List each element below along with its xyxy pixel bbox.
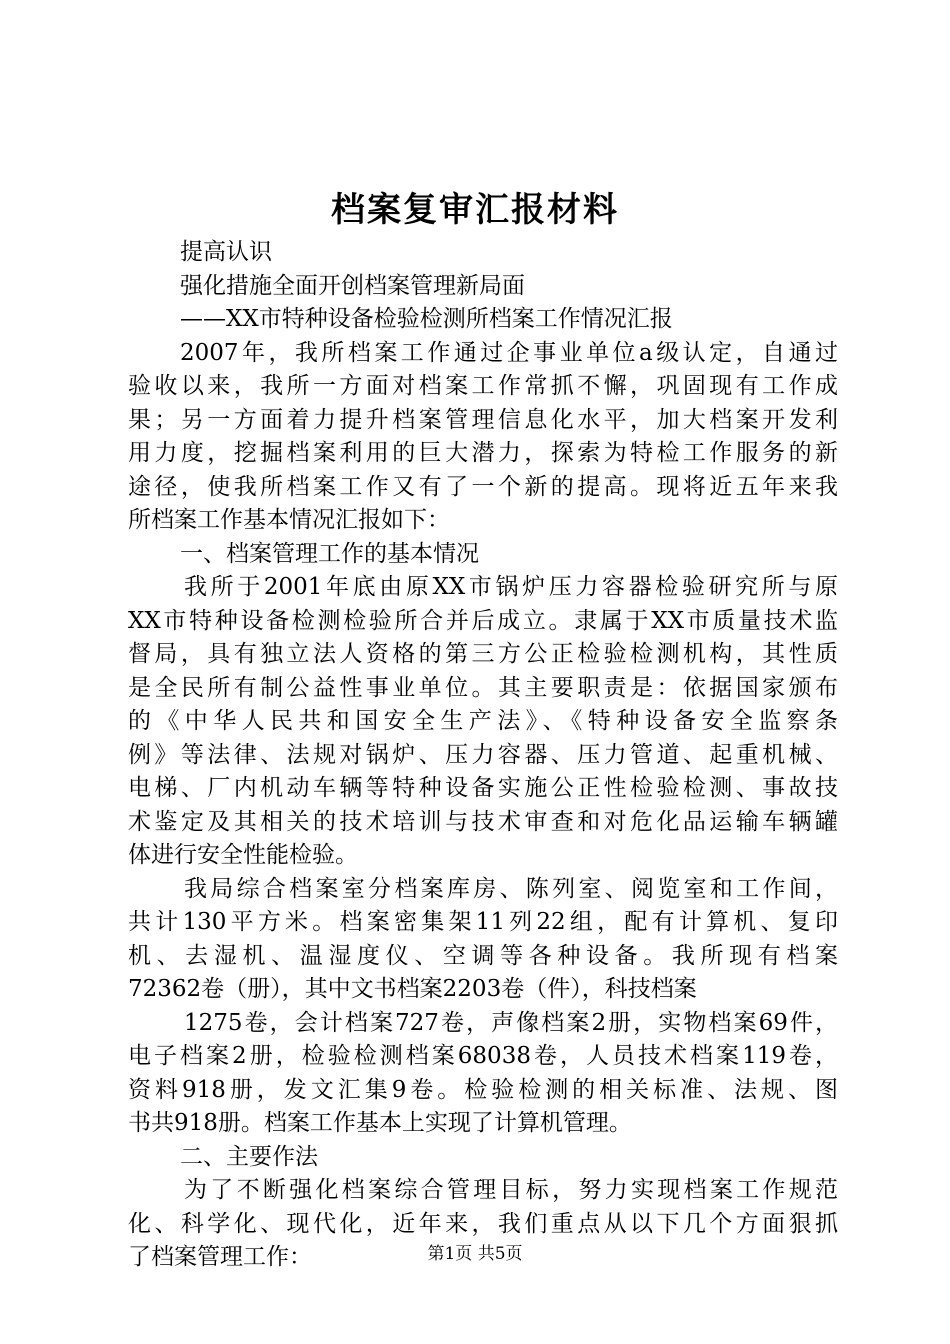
paragraph-line: 验收以来，我所一方面对档案工作常抓不懈，巩固现有工作成 [128, 373, 838, 399]
section-heading: 一、档案管理工作的基本情况 [180, 540, 479, 567]
paragraph-line: 我局综合档案室分档案库房、陈列室、阅览室和工作间， [184, 875, 838, 902]
document-title: 档案复审汇报材料 [331, 190, 619, 230]
paragraph-line: 我所于2001年底由原XX市锅炉压力容器检验研究所与原 [184, 574, 838, 600]
paragraph-line: 果；另一方面着力提升档案管理信息化水平，加大档案开发利 [128, 406, 838, 433]
paragraph-line: 例》等法律、法规对锅炉、压力容器、压力管道、起重机械、 [128, 741, 838, 768]
paragraph-line: XX市特种设备检测检验所合并后成立。隶属于XX市质量技术监 [128, 607, 838, 634]
paragraph-line: 资料918册，发文汇集9卷。检验检测的相关标准、法规、图 [128, 1076, 838, 1103]
subtitle-line: ——XX市特种设备检验检测所档案工作情况汇报 [180, 306, 673, 332]
paragraph-line: 2007年，我所档案工作通过企事业单位a级认定，自通过 [180, 339, 838, 366]
paragraph-line: 体进行安全性能检验。 [128, 842, 358, 868]
page-footer: 第1页 共5页 [427, 1244, 523, 1264]
section-heading: 二、主要作法 [180, 1143, 318, 1170]
paragraph-line: 电子档案2册，检验检测档案68038卷，人员技术档案119卷， [128, 1043, 838, 1069]
paragraph-line: 用力度，挖掘档案利用的巨大潜力，探索为特检工作服务的新 [128, 440, 838, 466]
paragraph-line: 1275卷，会计档案727卷，声像档案2册，实物档案69件， [184, 1009, 838, 1036]
paragraph-line: 机、去湿机、温湿度仪、空调等各种设备。我所现有档案 [128, 942, 838, 969]
paragraph-line: 72362卷（册），其中文书档案2203卷（件），科技档案 [128, 976, 697, 1002]
subtitle-line: 强化措施全面开创档案管理新局面 [180, 272, 525, 299]
paragraph-line: 是全民所有制公益性事业单位。其主要职责是：依据国家颁布 [128, 674, 838, 701]
paragraph-line: 电梯、厂内机动车辆等特种设备实施公正性检验检测、事故技 [128, 775, 838, 801]
document-body [128, 236, 838, 1275]
paragraph-line: 书共918册。档案工作基本上实现了计算机管理。 [128, 1110, 632, 1136]
paragraph-line: 共计130平方米。档案密集架11列22组，配有计算机、复印 [128, 909, 838, 935]
paragraph-line: 术鉴定及其相关的技术培训与技术审查和对危化品运输车辆罐 [128, 808, 838, 835]
paragraph-line: 的《中华人民共和国安全生产法》、《特种设备安全监察条 [128, 708, 838, 734]
paragraph-line: 途径，使我所档案工作又有了一个新的提高。现将近五年来我 [128, 473, 838, 500]
paragraph-line: 了档案管理工作： [128, 1244, 312, 1270]
paragraph-line: 所档案工作基本情况汇报如下： [128, 507, 450, 533]
heading-line: 提高认识 [180, 239, 272, 265]
paragraph-line: 督局，具有独立法人资格的第三方公正检验检测机构，其性质 [128, 641, 838, 667]
paragraph-line: 为了不断强化档案综合管理目标，努力实现档案工作规范 [184, 1177, 838, 1203]
paragraph-line: 化、科学化、现代化，近年来，我们重点从以下几个方面狠抓 [128, 1210, 838, 1237]
